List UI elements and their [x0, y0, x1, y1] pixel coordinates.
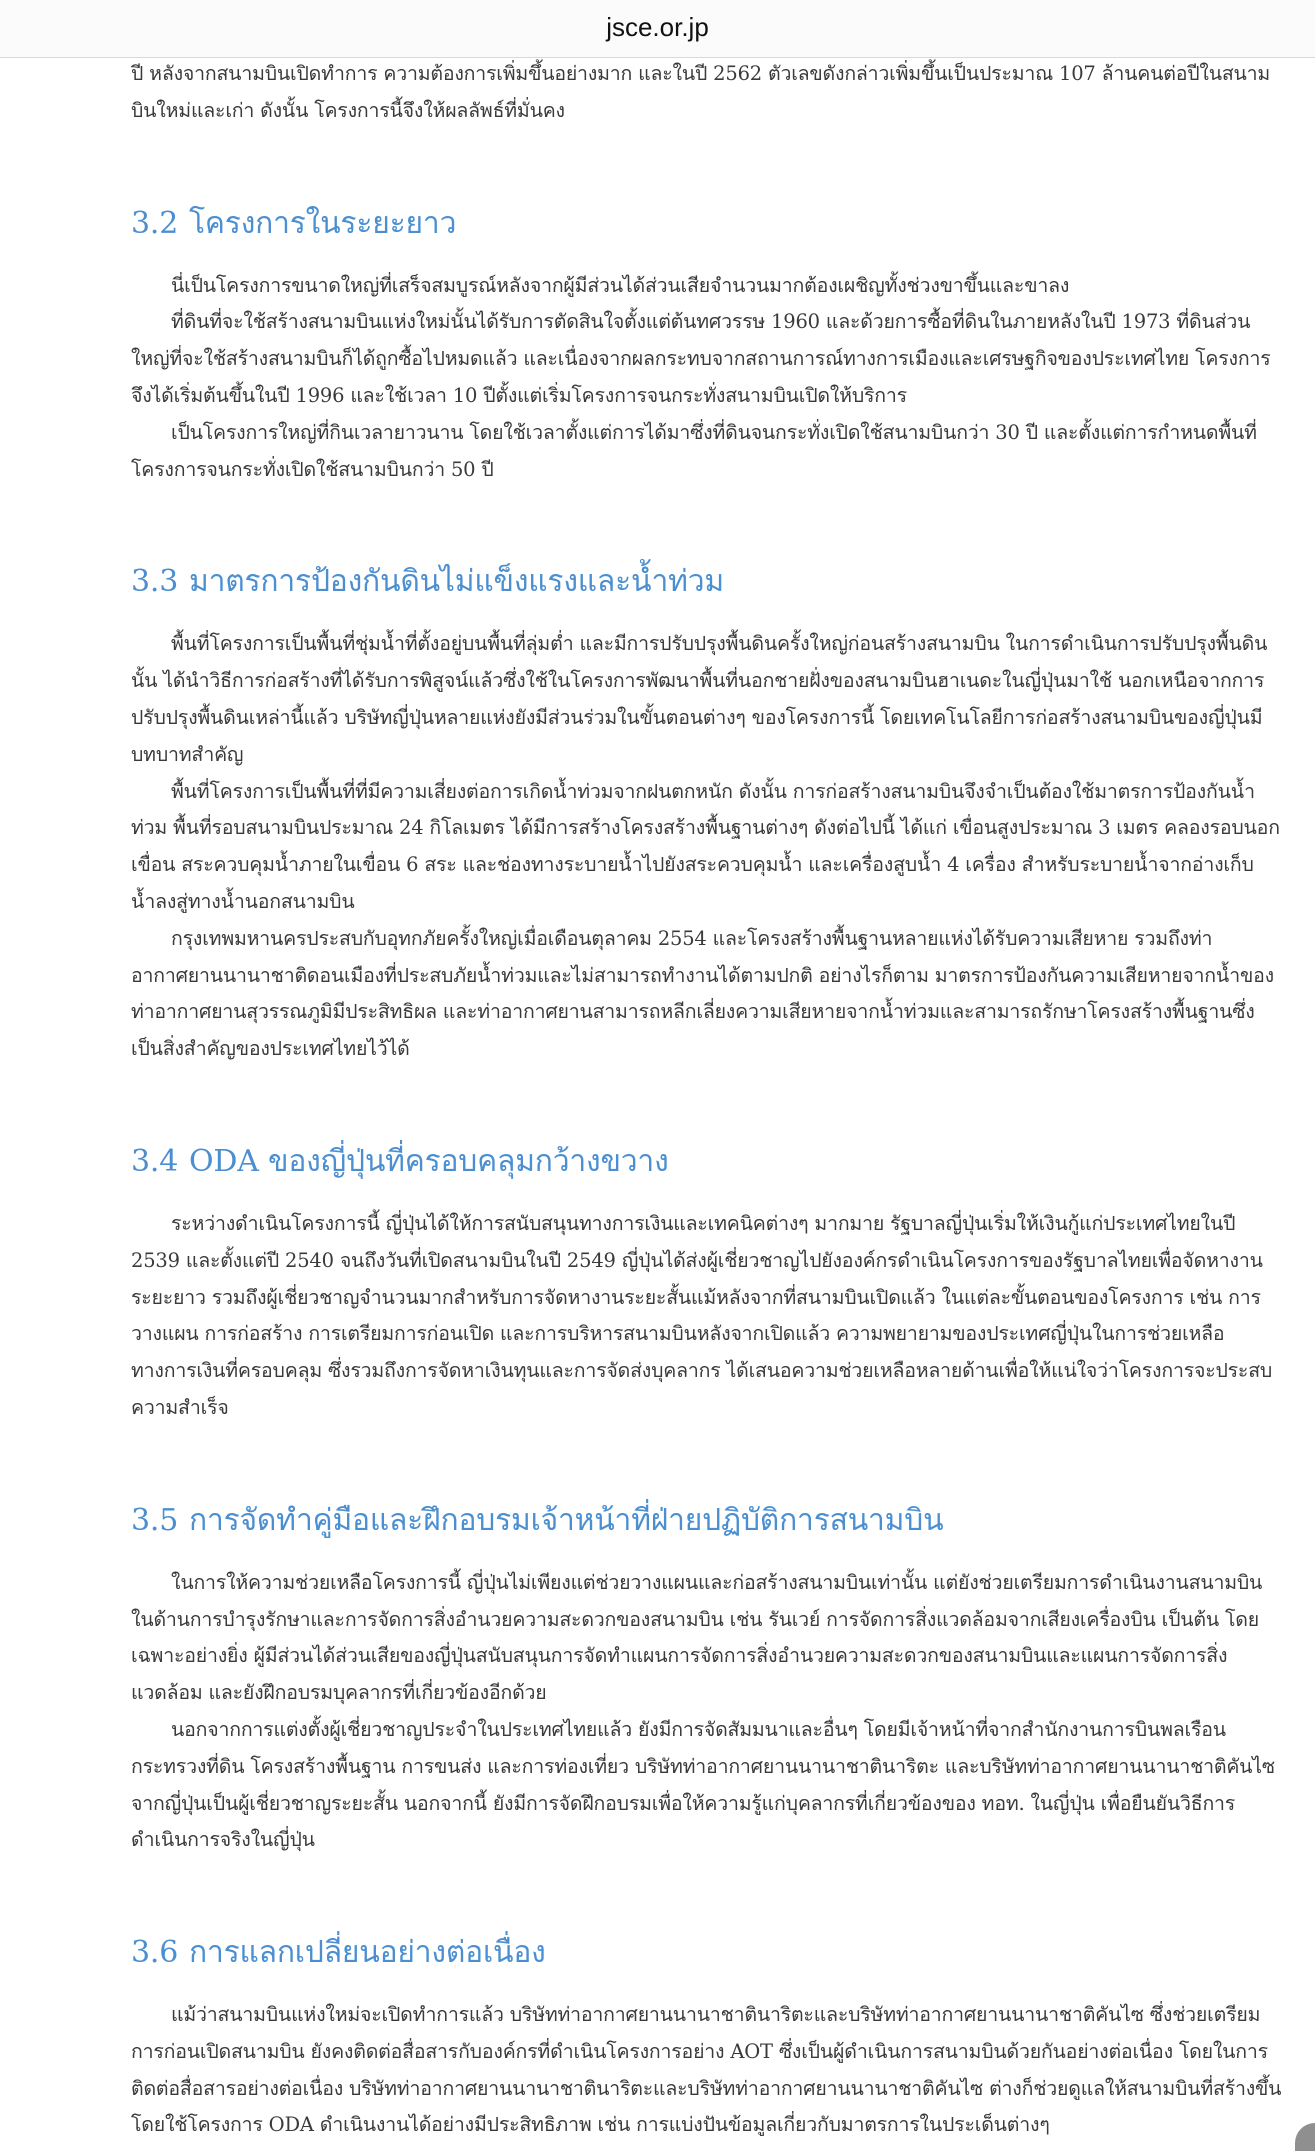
section-number: 3.2	[131, 205, 179, 241]
section-heading	[131, 1142, 1283, 1182]
section-3-3	[131, 562, 1283, 1068]
section-heading	[131, 562, 1283, 602]
section-number: 3.5	[131, 1502, 179, 1538]
paragraph: ในการให้ความช่วยเหลือโครงการนี้ ญี่ปุ่นไม่เพียงแต่ช่วยวางแผนและก่อสร้างสนามบินเท่านั้น แต่ยังช่วยเตรียมการดำเนินงานสนามบินในด้านการบำรุงรักษาและการจัดการสิ่งอำนวยความสะดวกของสนามบิน เช่น รันเวย์ การจัดการสิ่งแวดล้อมจากเสียงเครื่องบิน เป็นต้น โดยเฉพาะอย่างยิ่ง ผู้มีส่วนได้ส่วนเสียของญี่ปุ่นสนับสนุนการจัดทำแผนการจัดการสิ่งอำนวยความสะดวกของสนามบินและแผนการจัดการสิ่งแวดล้อม และยังฝึกอบรมบุคลากรที่เกี่ยวข้องอีกด้วย	[131, 1570, 1263, 1705]
paragraph: นอกจากการแต่งตั้งผู้เชี่ยวชาญประจำในประเทศไทยแล้ว ยังมีการจัดสัมมนาและอื่นๆ โดยมีเจ้าหน้าที่จากสำนักงานการบินพลเรือน กระทรวงที่ดิน โครงสร้างพื้นฐาน การขนส่ง และการท่องเที่ยว บริษัทท่าอากาศยานนานาชาตินาริตะ และบริษัทท่าอากาศยานนานาชาติคันไซจากญี่ปุ่นเป็นผู้เชี่ยวชาญระยะสั้น นอกจากนี้ ยังมีการจัดฝึกอบรมเพื่อให้ความรู้แก่บุคลากรที่เกี่ยวข้องของ ทอท. ในญี่ปุ่น เพื่อยืนยันวิธีการดำเนินการจริงในญี่ปุ่น	[131, 1717, 1275, 1852]
section-3-6	[131, 1933, 1283, 2144]
section-3-4	[131, 1142, 1283, 1427]
section-title: การแลกเปลี่ยนอย่างต่อเนื่อง	[189, 1935, 546, 1971]
section-number: 3.4	[131, 1143, 179, 1179]
paragraph: ที่ดินที่จะใช้สร้างสนามบินแห่งใหม่นั้นได้รับการตัดสินใจตั้งแต่ต้นทศวรรษ 1960 และด้วยการซื้อที่ดินในภายหลังในปี 1973 ที่ดินส่วนใหญ่ที่จะใช้สร้างสนามบินก็ได้ถูกซื้อไปหมดแล้ว และเนื่องจากผลกระทบจากสถานการณ์ทางการเมืองและเศรษฐกิจของประเทศไทย โครงการจึงได้เริ่มต้นขึ้นในปี 1996 และใช้เวลา 10 ปีตั้งแต่เริ่มโครงการจนกระทั่งสนามบินเปิดให้บริการ	[131, 310, 1271, 407]
article-content	[131, 44, 1283, 2144]
scroll-corner-indicator	[1295, 2123, 1315, 2151]
paragraph: กรุงเทพมหานครประสบกับอุทกภัยครั้งใหญ่เมื่อเดือนตุลาคม 2554 และโครงสร้างพื้นฐานหลายแห่งได้รับความเสียหาย รวมถึงท่าอากาศยานนานาชาติดอนเมืองที่ประสบภัยน้ำท่วมและไม่สามารถทำงานได้ตามปกติ อย่างไรก็ตาม มาตรการป้องกันความเสียหายจากน้ำของท่าอากาศยานสุวรรณภูมิมีประสิทธิผล และท่าอากาศยานสามารถหลีกเลี่ยงความเสียหายจากน้ำท่วมและสามารถรักษาโครงสร้างพื้นฐานซึ่งเป็นสิ่งสำคัญของประเทศไทยไว้ได้	[131, 926, 1274, 1061]
paragraph: นี่เป็นโครงการขนาดใหญ่ที่เสร็จสมบูรณ์หลังจากผู้มีส่วนได้ส่วนเสียจำนวนมากต้องเผชิญทั้งช่วงขาขึ้นและขาลง	[171, 273, 1070, 297]
site-domain: jsce.or.jp	[606, 12, 709, 42]
section-title: โครงการในระยะยาว	[189, 205, 457, 241]
section-title: การจัดทำคู่มือและฝึกอบรมเจ้าหน้าที่ฝ่ายปฏิบัติการสนามบิน	[189, 1502, 944, 1538]
section-3-5	[131, 1501, 1283, 1859]
section-heading	[131, 1501, 1283, 1541]
section-heading	[131, 1933, 1283, 1973]
paragraph: ระหว่างดำเนินโครงการนี้ ญี่ปุ่นได้ให้การสนับสนุนทางการเงินและเทคนิคต่างๆ มากมาย รัฐบาลญี่ปุ่นเริ่มให้เงินกู้แก่ประเทศไทยในปี 2539 และตั้งแต่ปี 2540 จนถึงวันที่เปิดสนามบินในปี 2549 ญี่ปุ่นได้ส่งผู้เชี่ยวชาญไปยังองค์กรดำเนินโครงการของรัฐบาลไทยเพื่อจัดหางานระยะยาว รวมถึงผู้เชี่ยวชาญจำนวนมากสำหรับการจัดหางานระยะสั้นแม้หลังจากที่สนามบินเปิดแล้ว ในแต่ละขั้นตอนของโครงการ เช่น การวางแผน การก่อสร้าง การเตรียมการก่อนเปิด และการบริหารสนามบินหลังจากเปิดแล้ว ความพยายามของประเทศญี่ปุ่นในการช่วยเหลือทางการเงินที่ครอบคลุม ซึ่งรวมถึงการจัดหาเงินทุนและการจัดส่งบุคลากร ได้เสนอความช่วยเหลือหลายด้านเพื่อให้แน่ใจว่าโครงการจะประสบความสำเร็จ	[131, 1211, 1273, 1419]
intro-paragraph: ปี หลังจากสนามบินเปิดทำการ ความต้องการเพิ่มขึ้นอย่างมาก และในปี 2562 ตัวเลขดังกล่าวเพิ่มขึ้นเป็นประมาณ 107 ล้านคนต่อปีในสนามบินใหม่และเก่า ดังนั้น โครงการนี้จึงให้ผลลัพธ์ที่มั่นคง	[131, 62, 1271, 122]
section-heading	[131, 204, 1283, 244]
browser-address-bar[interactable]	[0, 0, 1315, 58]
section-title: มาตรการป้องกันดินไม่แข็งแรงและน้ำท่วม	[189, 564, 724, 600]
section-number: 3.3	[131, 564, 179, 600]
section-3-2	[131, 204, 1283, 489]
section-number: 3.6	[131, 1935, 179, 1971]
paragraph: แม้ว่าสนามบินแห่งใหม่จะเปิดทำการแล้ว บริษัทท่าอากาศยานนานาชาตินาริตะและบริษัทท่าอากาศยานนานาชาติคันไซ ซึ่งช่วยเตรียมการก่อนเปิดสนามบิน ยังคงติดต่อสื่อสารกับองค์กรที่ดำเนินโครงการอย่าง AOT ซึ่งเป็นผู้ดำเนินการสนามบินด้วยกันอย่างต่อเนื่อง โดยในการติดต่อสื่อสารอย่างต่อเนื่อง บริษัทท่าอากาศยานนานาชาตินาริตะและบริษัทท่าอากาศยานนานาชาติคันไซ ต่างก็ช่วยดูแลให้สนามบินที่สร้างขึ้นโดยใช้โครงการ ODA ดำเนินงานได้อย่างมีประสิทธิภาพ เช่น การแบ่งปันข้อมูลเกี่ยวกับมาตรการในประเด็นต่างๆ	[131, 2003, 1282, 2137]
paragraph: เป็นโครงการใหญ่ที่กินเวลายาวนาน โดยใช้เวลาตั้งแต่การได้มาซึ่งที่ดินจนกระทั่งเปิดใช้สนามบินกว่า 30 ปี และตั้งแต่การกำหนดพื้นที่โครงการจนกระทั่งเปิดใช้สนามบินกว่า 50 ปี	[131, 420, 1257, 481]
section-title: ODA ของญี่ปุ่นที่ครอบคลุมกว้างขวาง	[189, 1143, 669, 1179]
paragraph: พื้นที่โครงการเป็นพื้นที่ที่มีความเสี่ยงต่อการเกิดน้ำท่วมจากฝนตกหนัก ดังนั้น การก่อสร้างสนามบินจึงจำเป็นต้องใช้มาตรการป้องกันน้ำท่วม พื้นที่รอบสนามบินประมาณ 24 กิโลเมตร ได้มีการสร้างโครงสร้างพื้นฐานต่างๆ ดังต่อไปนี้ ได้แก่ เขื่อนสูงประมาณ 3 เมตร คลองรอบนอกเขื่อน สระควบคุมน้ำภายในเขื่อน 6 สระ และช่องทางระบายน้ำไปยังสระควบคุมน้ำ และเครื่องสูบน้ำ 4 เครื่อง สำหรับระบายน้ำจากอ่างเก็บน้ำลงสู่ทางน้ำนอกสนามบิน	[131, 779, 1280, 913]
paragraph: พื้นที่โครงการเป็นพื้นที่ชุ่มน้ำที่ตั้งอยู่บนพื้นที่ลุ่มต่ำ และมีการปรับปรุงพื้นดินครั้งใหญ่ก่อนสร้างสนามบิน ในการดำเนินการปรับปรุงพื้นดินนั้น ได้นำวิธีการก่อสร้างที่ได้รับการพิสูจน์แล้วซึ่งใช้ในโครงการพัฒนาพื้นที่นอกชายฝั่งของสนามบินฮาเนดะในญี่ปุ่นมาใช้ นอกเหนือจากการปรับปรุงพื้นดินเหล่านี้แล้ว บริษัทญี่ปุ่นหลายแห่งยังมีส่วนร่วมในขั้นตอนต่างๆ ของโครงการนี้ โดยเทคโนโลยีการก่อสร้างสนามบินของญี่ปุ่นมีบทบาทสำคัญ	[131, 632, 1268, 766]
